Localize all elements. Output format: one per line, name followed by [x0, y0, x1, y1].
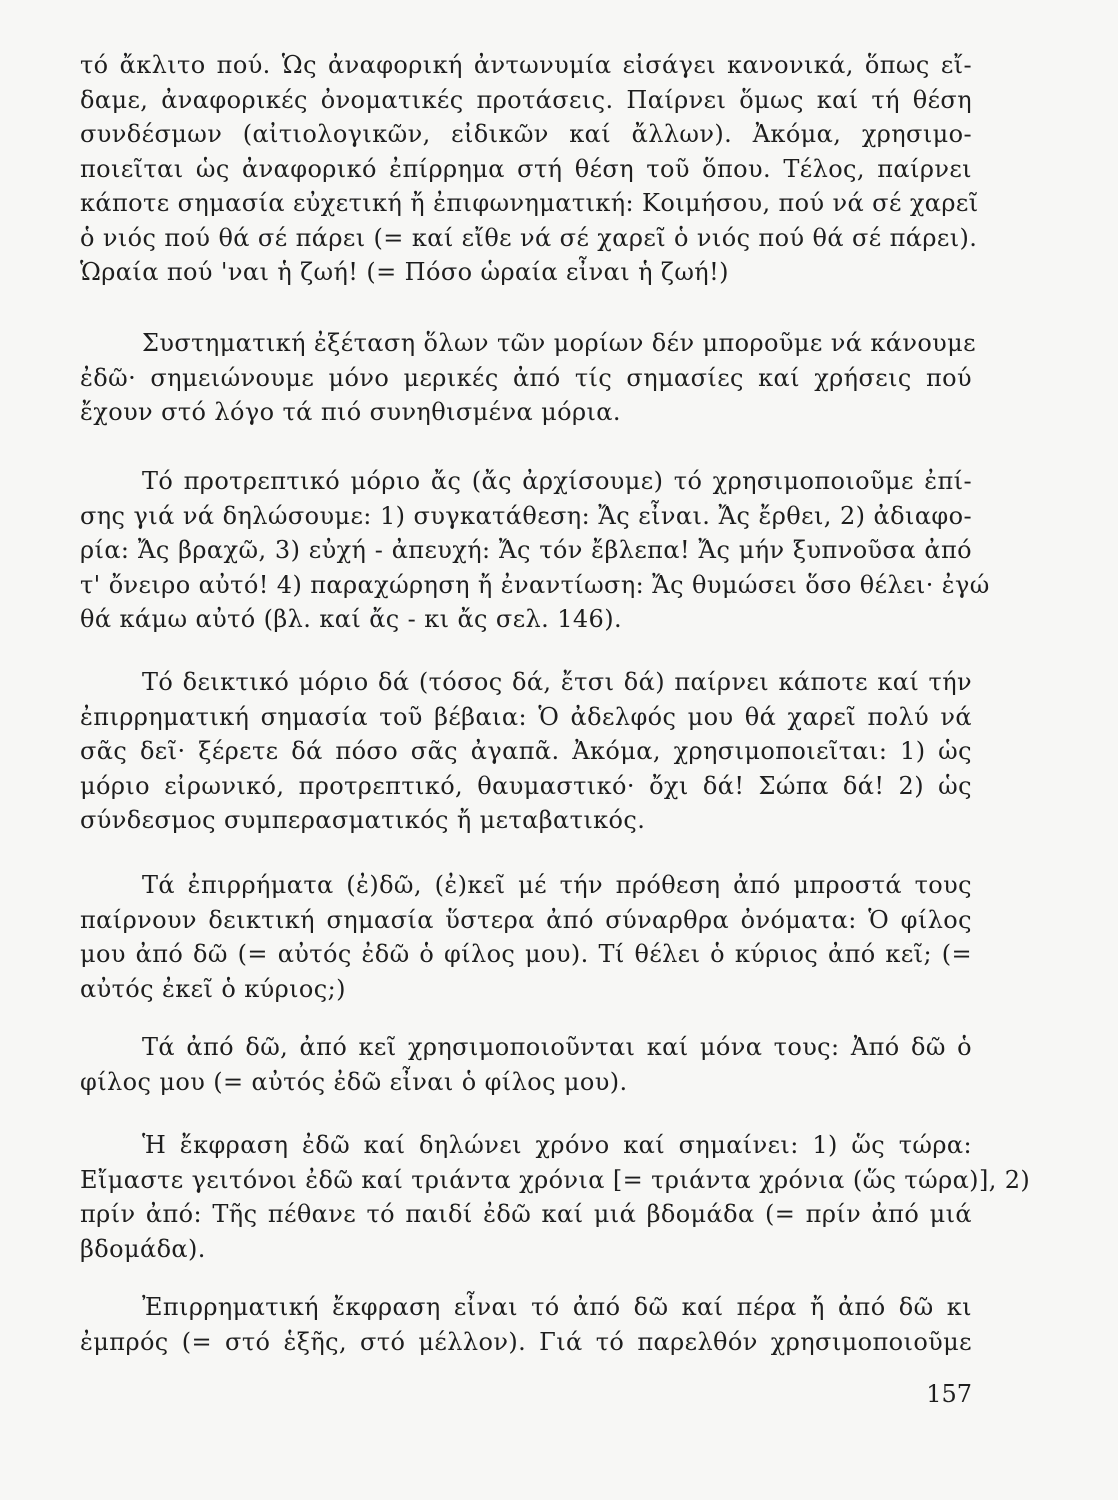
text-line: δαμε, ἀναφορικές ὀνοματικές προτάσεις. Παίρνει ὅμως καί τή θέση	[80, 85, 972, 114]
paragraph-8	[80, 1290, 972, 1359]
paragraph-1	[80, 48, 979, 290]
paragraph-4	[80, 665, 972, 838]
text-line: μου ἀπό δῶ (= αὐτός ἐδῶ ὁ φίλος μου). Τί θέλει ὁ κύριος ἀπό κεῖ; (=	[80, 940, 972, 968]
text-line: ἐπιρρηματική σημασία τοῦ βέβαια: Ὁ ἀδελφός μου θά χαρεῖ πολύ νά	[80, 702, 972, 731]
text-line: Εἴμαστε γειτόνοι ἐδῶ καί τριάντα χρόνια [= τριάντα χρόνια (ὥς τώρα)], 2)	[80, 1165, 1031, 1194]
text-line: σύνδεσμος συμπερασματικός ἤ μεταβατικός.	[80, 806, 646, 834]
text-line: αὐτός ἐκεῖ ὁ κύριος;)	[80, 974, 346, 1003]
text-line: ποιεῖται ὡς ἀναφορικό ἐπίρρημα στή θέση τοῦ ὅπου. Τέλος, παίρνει	[80, 154, 972, 183]
text-line: σης γιά νά δηλώσουμε: 1) συγκατάθεση: Ἄς εἶναι. Ἄς ἔρθει, 2) ἀδιαφο-	[80, 501, 972, 530]
text-line: συνδέσμων (αἰτιολογικῶν, εἰδικῶν καί ἄλλων). Ἀκόμα, χρησιμο-	[80, 120, 972, 148]
text-line: Συστηματική ἐξέταση ὅλων τῶν μορίων δέν μποροῦμε νά κάνουμε	[142, 329, 976, 357]
text-line: ἐδῶ· σημειώνουμε μόνο μερικές ἀπό τίς σημασίες καί χρήσεις πού	[80, 363, 972, 392]
paragraph-2	[80, 326, 976, 430]
text-line: ὁ νιός πού θά σέ πάρει (= καί εἴθε νά σέ χαρεῖ ὁ νιός πού θά σέ πάρει).	[80, 223, 978, 252]
paragraph-7	[80, 1128, 1031, 1266]
text-line: ρία: Ἄς βραχῶ, 3) εὐχή - ἀπευχή: Ἄς τόν ἔβλεπα! Ἄς μήν ξυπνοῦσα ἀπό	[80, 536, 972, 564]
page-number: 157	[926, 1380, 972, 1408]
text-line: Ὡραία πού 'ναι ἡ ζωή! (= Πόσο ὡραία εἶναι ἡ ζωή!)	[80, 258, 729, 286]
text-line: σᾶς δεῖ· ξέρετε δά πόσο σᾶς ἀγαπᾶ. Ἀκόμα, χρησιμοποιεῖται: 1) ὡς	[80, 737, 972, 765]
text-line: Τό δεικτικό μόριο δά (τόσος δά, ἔτσι δά) παίρνει κάποτε καί τήν	[142, 668, 972, 696]
text-line: τ' ὄνειρο αὐτό! 4) παραχώρηση ἤ ἐναντίωση: Ἄς θυμώσει ὅσο θέλει· ἐγώ	[80, 570, 990, 599]
text-line: πρίν ἀπό: Τῆς πέθανε τό παιδί ἐδῶ καί μιά βδομάδα (= πρίν ἀπό μιά	[80, 1200, 972, 1228]
paragraph-6	[80, 1030, 972, 1099]
text-line: βδομάδα).	[80, 1234, 206, 1263]
text-line: Ἐπιρρηματική ἔκφραση εἶναι τό ἀπό δῶ καί πέρα ἤ ἀπό δῶ κι	[142, 1293, 972, 1321]
text-line: θά κάμω αὐτό (βλ. καί ἄς - κι ἄς σελ. 146).	[80, 605, 623, 633]
text-line: τό ἄκλιτο πού. Ὡς ἀναφορική ἀντωνυμία εἰσάγει κανονικά, ὅπως εἴ-	[80, 51, 972, 79]
text-line: Ἡ ἔκφραση ἐδῶ καί δηλώνει χρόνο καί σημαίνει: 1) ὥς τώρα:	[142, 1131, 972, 1159]
text-line: ἔχουν στό λόγο τά πιό συνηθισμένα μόρια.	[80, 398, 621, 426]
text-line: Τά ἀπό δῶ, ἀπό κεῖ χρησιμοποιοῦνται καί μόνα τους: Ἀπό δῶ ὁ	[142, 1033, 972, 1061]
paragraph-5	[80, 868, 972, 1006]
text-line: ἐμπρός (= στό ἑξῆς, στό μέλλον). Γιά τό παρελθόν χρησιμοποιοῦμε	[80, 1327, 972, 1356]
text-line: φίλος μου (= αὐτός ἐδῶ εἶναι ὁ φίλος μου).	[80, 1067, 628, 1096]
text-line: παίρνουν δεικτική σημασία ὕστερα ἀπό σύναρθρα ὀνόματα: Ὁ φίλος	[80, 905, 972, 934]
text-line: Τά ἐπιρρήματα (ἐ)δῶ, (ἐ)κεῖ μέ τήν πρόθεση ἀπό μπροστά τους	[142, 871, 972, 899]
text-line: Τό προτρεπτικό μόριο ἄς (ἄς ἀρχίσουμε) τό χρησιμοποιοῦμε ἐπί-	[142, 467, 972, 495]
paragraph-3	[80, 464, 990, 637]
text-line: μόριο εἰρωνικό, προτρεπτικό, θαυμαστικό· ὄχι δά! Σώπα δά! 2) ὡς	[80, 771, 972, 800]
text-line: κάποτε σημασία εὐχετική ἤ ἐπιφωνηματική: Κοιμήσου, πού νά σέ χαρεῖ	[80, 189, 979, 217]
